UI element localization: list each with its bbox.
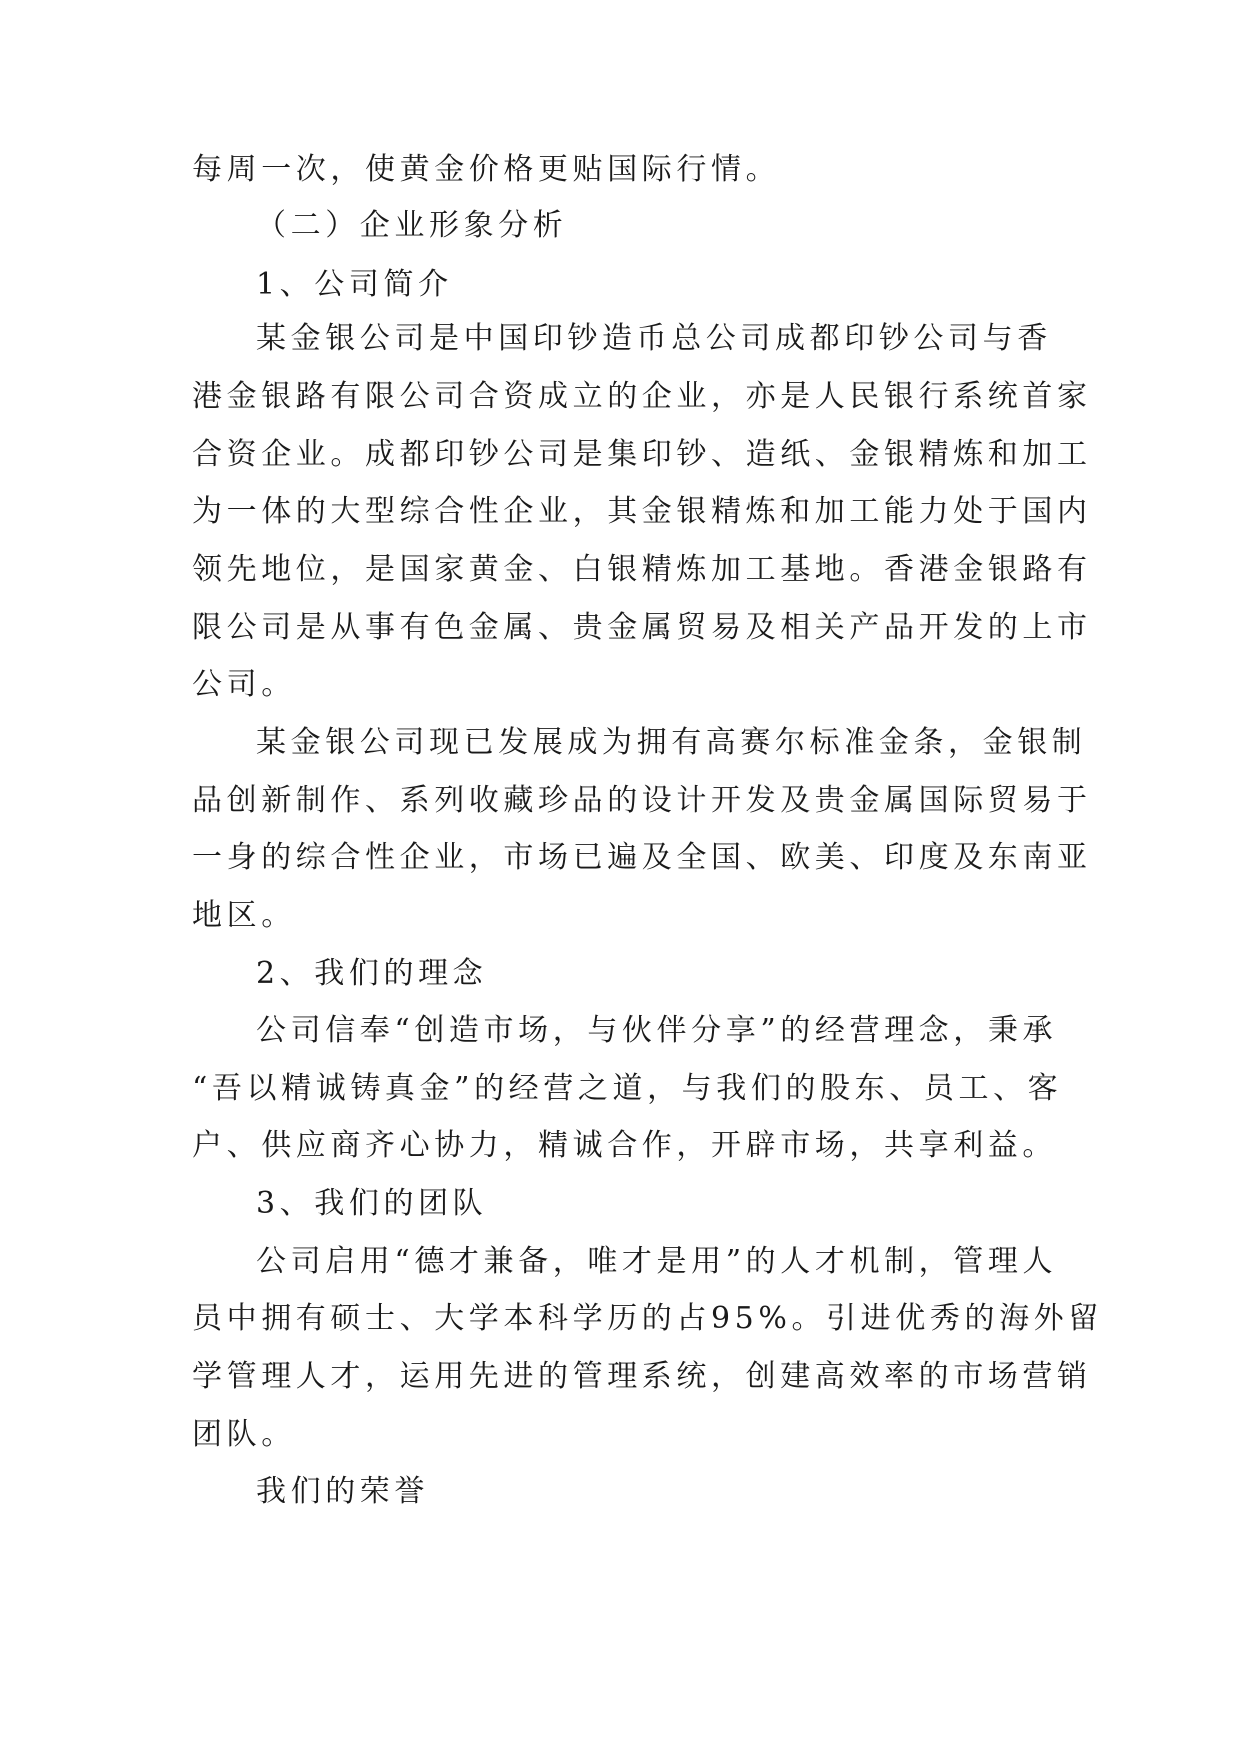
- paragraph-line: 某金银公司是中国印钞造币总公司成都印钞公司与香: [256, 321, 1052, 356]
- paragraph-line: 港金银路有限公司合资成立的企业，亦是人民银行系统首家: [192, 379, 1092, 414]
- subheading-our-team: 3、我们的团队: [256, 1186, 488, 1221]
- paragraph-line: 公司信奉“创造市场，与伙伴分享”的经营理念，秉承: [256, 1013, 1058, 1048]
- paragraph-line: “吾以精诚铸真金”的经营之道，与我们的股东、员工、客: [192, 1071, 1063, 1106]
- paragraph-line: 领先地位，是国家黄金、白银精炼加工基地。香港金银路有: [192, 552, 1092, 587]
- paragraph-line: 户、供应商齐心协力，精诚合作，开辟市场，共享利益。: [192, 1128, 1057, 1163]
- paragraph-line: 合资企业。成都印钞公司是集印钞、造纸、金银精炼和加工: [192, 437, 1092, 472]
- paragraph-line: 团队。: [192, 1417, 296, 1452]
- paragraph-line: 学管理人才，运用先进的管理系统，创建高效率的市场营销: [192, 1359, 1092, 1394]
- section-heading-corporate-image: （二）企业形象分析: [256, 208, 568, 243]
- paragraph-line: 地区。: [192, 898, 296, 933]
- paragraph-line: 公司。: [192, 667, 296, 702]
- subheading-company-profile: 1、公司简介: [256, 267, 453, 302]
- paragraph-line: 为一体的大型综合性企业，其金银精炼和加工能力处于国内: [192, 494, 1092, 529]
- paragraph-line: 限公司是从事有色金属、贵金属贸易及相关产品开发的上市: [192, 610, 1092, 645]
- subheading-our-honors: 我们的荣誉: [256, 1474, 429, 1509]
- subheading-our-philosophy: 2、我们的理念: [256, 956, 488, 991]
- paragraph-line: 品创新制作、系列收藏珍品的设计开发及贵金属国际贸易于: [192, 783, 1092, 818]
- paragraph-line: 员中拥有硕士、大学本科学历的占95%。引进优秀的海外留: [192, 1301, 1103, 1336]
- paragraph-line: 一身的综合性企业，市场已遍及全国、欧美、印度及东南亚: [192, 840, 1092, 875]
- paragraph-continuation-line: 每周一次，使黄金价格更贴国际行情。: [192, 152, 781, 187]
- paragraph-line: 公司启用“德才兼备，唯才是用”的人才机制，管理人: [256, 1244, 1058, 1279]
- paragraph-line: 某金银公司现已发展成为拥有高赛尔标准金条，金银制: [256, 725, 1087, 760]
